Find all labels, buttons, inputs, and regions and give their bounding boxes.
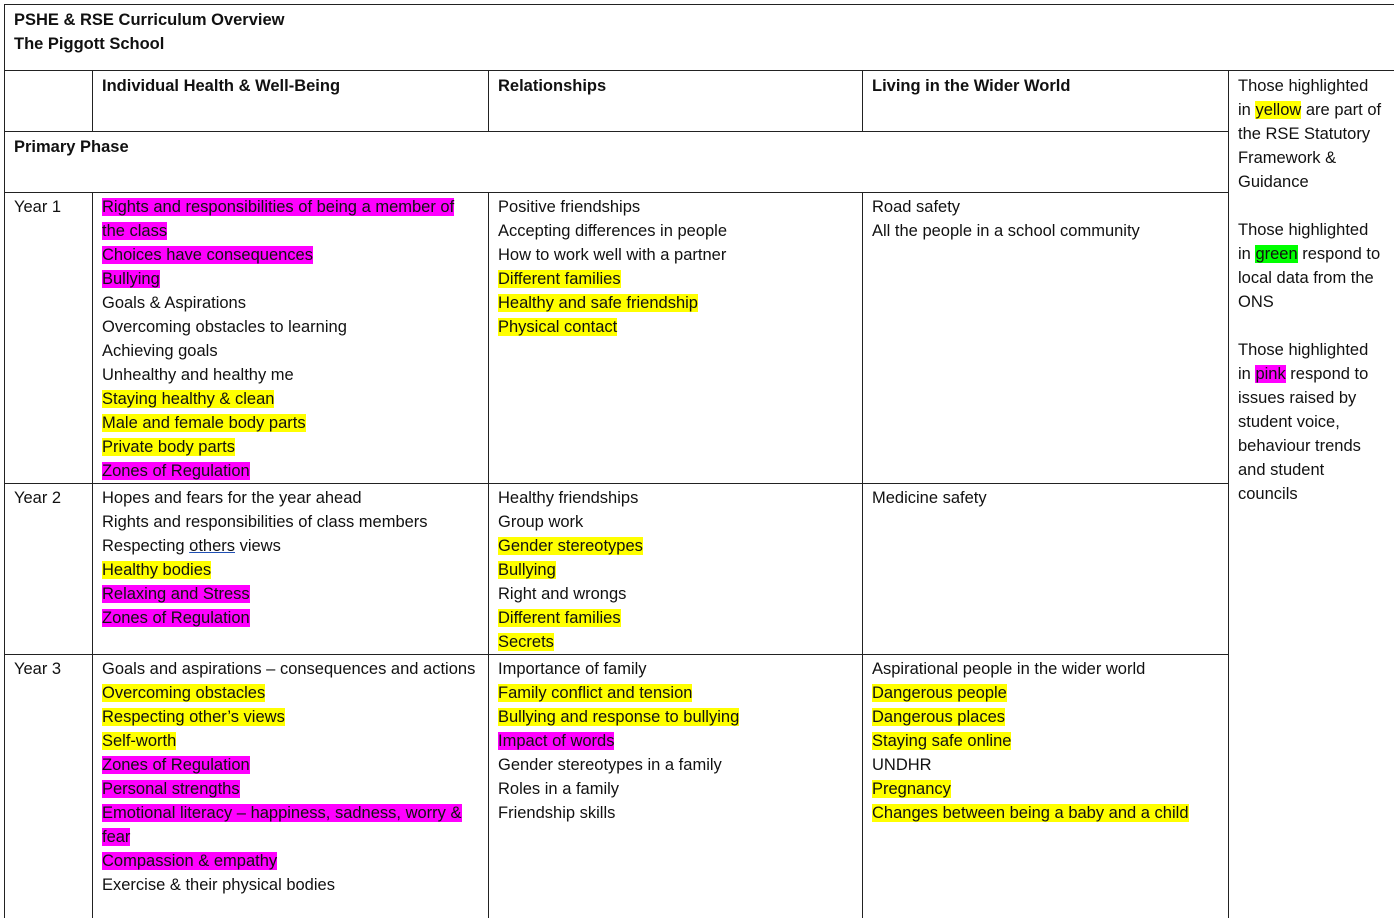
topic-item: Bullying [102,270,160,288]
school-name: The Piggott School [14,35,165,53]
topic-item: Achieving goals [102,342,218,360]
header-health: Individual Health & Well-Being [93,71,489,132]
title-cell [5,5,1395,71]
topic-item: Respecting other’s views [102,708,285,726]
topic-item: Accepting differences in people [498,222,728,240]
topic-item: Male and female body parts [102,414,306,432]
phase-label: Primary Phase [5,132,1229,193]
header-empty-cell [5,71,93,132]
topic-item: How to work well with a partner [498,246,727,264]
topic-item: Secrets [498,633,554,651]
topic-item: Right and wrongs [498,585,627,603]
topic-item: Healthy bodies [102,561,212,579]
topic-item: Goals and aspirations – consequences and actions [102,660,476,678]
topic-item: Impact of words [498,732,615,750]
topic-item: Roles in a family [498,780,620,798]
document-title: PSHE & RSE Curriculum Overview [14,11,285,29]
wider-world-cell [863,193,1229,484]
phase-row [5,132,1395,193]
legend-pink-swatch: pink [1255,365,1286,383]
topic-item: Healthy friendships [498,489,639,507]
year-label: Year 3 [5,655,93,919]
topic-item: Different families [498,270,621,288]
legend-yellow: Those highlighted in yellow are part of the RSE Statutory Framework & Guidance [1238,77,1382,191]
topic-item: Aspirational people in the wider world [872,660,1146,678]
year-row [5,193,1395,484]
topic-item: Zones of Regulation [102,756,250,774]
topic-item: Compassion & empathy [102,852,278,870]
topic-item: UNDHR [872,756,932,774]
topic-item: Staying healthy & clean [102,390,275,408]
relationships-cell [489,655,863,919]
topic-item: Group work [498,513,584,531]
legend-green: Those highlighted in green respond to local data from the ONS [1238,221,1381,311]
topic-item: Importance of family [498,660,647,678]
topic-item: Goals & Aspirations [102,294,246,312]
topic-item: Zones of Regulation [102,609,250,627]
topic-item: Choices have consequences [102,246,313,264]
topic-item: Personal strengths [102,780,240,798]
topic-item: Rights and responsibilities of class members [102,513,428,531]
year-row [5,655,1395,919]
topic-item: Dangerous people [872,684,1007,702]
topic-item: Different families [498,609,621,627]
topic-item: Changes between being a baby and a child [872,804,1189,822]
header-wider-world: Living in the Wider World [863,71,1229,132]
topic-item: Friendship skills [498,804,616,822]
health-cell [93,484,489,655]
year-label: Year 1 [5,193,93,484]
header-row [5,71,1395,132]
topic-item: Rights and responsibilities of being a member of the class [102,198,455,240]
header-relationships: Relationships [489,71,863,132]
topic-item: Exercise & their physical bodies [102,876,335,894]
topic-item: Physical contact [498,318,618,336]
health-cell [93,655,489,919]
topic-item: Gender stereotypes in a family [498,756,722,774]
legend-cell [1229,71,1395,919]
topic-item: Pregnancy [872,780,951,798]
spellcheck-underlined-word: others [189,537,235,555]
legend-yellow-swatch: yellow [1255,101,1302,119]
relationships-cell [489,484,863,655]
topic-item: Hopes and fears for the year ahead [102,489,362,507]
topic-item: Relaxing and Stress [102,585,250,603]
topic-item: Overcoming obstacles to learning [102,318,347,336]
topic-item: Unhealthy and healthy me [102,366,294,384]
legend-pink: Those highlighted in pink respond to issues raised by student voice, behaviour trends and student councils [1238,341,1369,503]
topic-item: Emotional literacy – happiness, sadness, worry & fear [102,804,462,846]
legend-green-swatch: green [1255,245,1298,263]
topic-item: All the people in a school community [872,222,1140,240]
topic-item: Private body parts [102,438,235,456]
topic-item: Dangerous places [872,708,1005,726]
topic-item: Medicine safety [872,489,987,507]
topic-item: Zones of Regulation [102,462,250,480]
curriculum-table [4,4,1394,918]
topic-item: Healthy and safe friendship [498,294,698,312]
topic-item: Overcoming obstacles [102,684,266,702]
relationships-cell [489,193,863,484]
wider-world-cell [863,655,1229,919]
topic-item: Road safety [872,198,961,216]
year-row [5,484,1395,655]
topic-item: Respecting others views [102,537,281,555]
year-label: Year 2 [5,484,93,655]
title-row [5,5,1395,71]
topic-item: Staying safe online [872,732,1012,750]
wider-world-cell [863,484,1229,655]
topic-item: Positive friendships [498,198,641,216]
curriculum-document [4,4,1394,918]
topic-item: Self-worth [102,732,177,750]
topic-item: Bullying and response to bullying [498,708,740,726]
topic-item: Bullying [498,561,556,579]
topic-item: Gender stereotypes [498,537,643,555]
topic-item: Family conflict and tension [498,684,693,702]
health-cell [93,193,489,484]
